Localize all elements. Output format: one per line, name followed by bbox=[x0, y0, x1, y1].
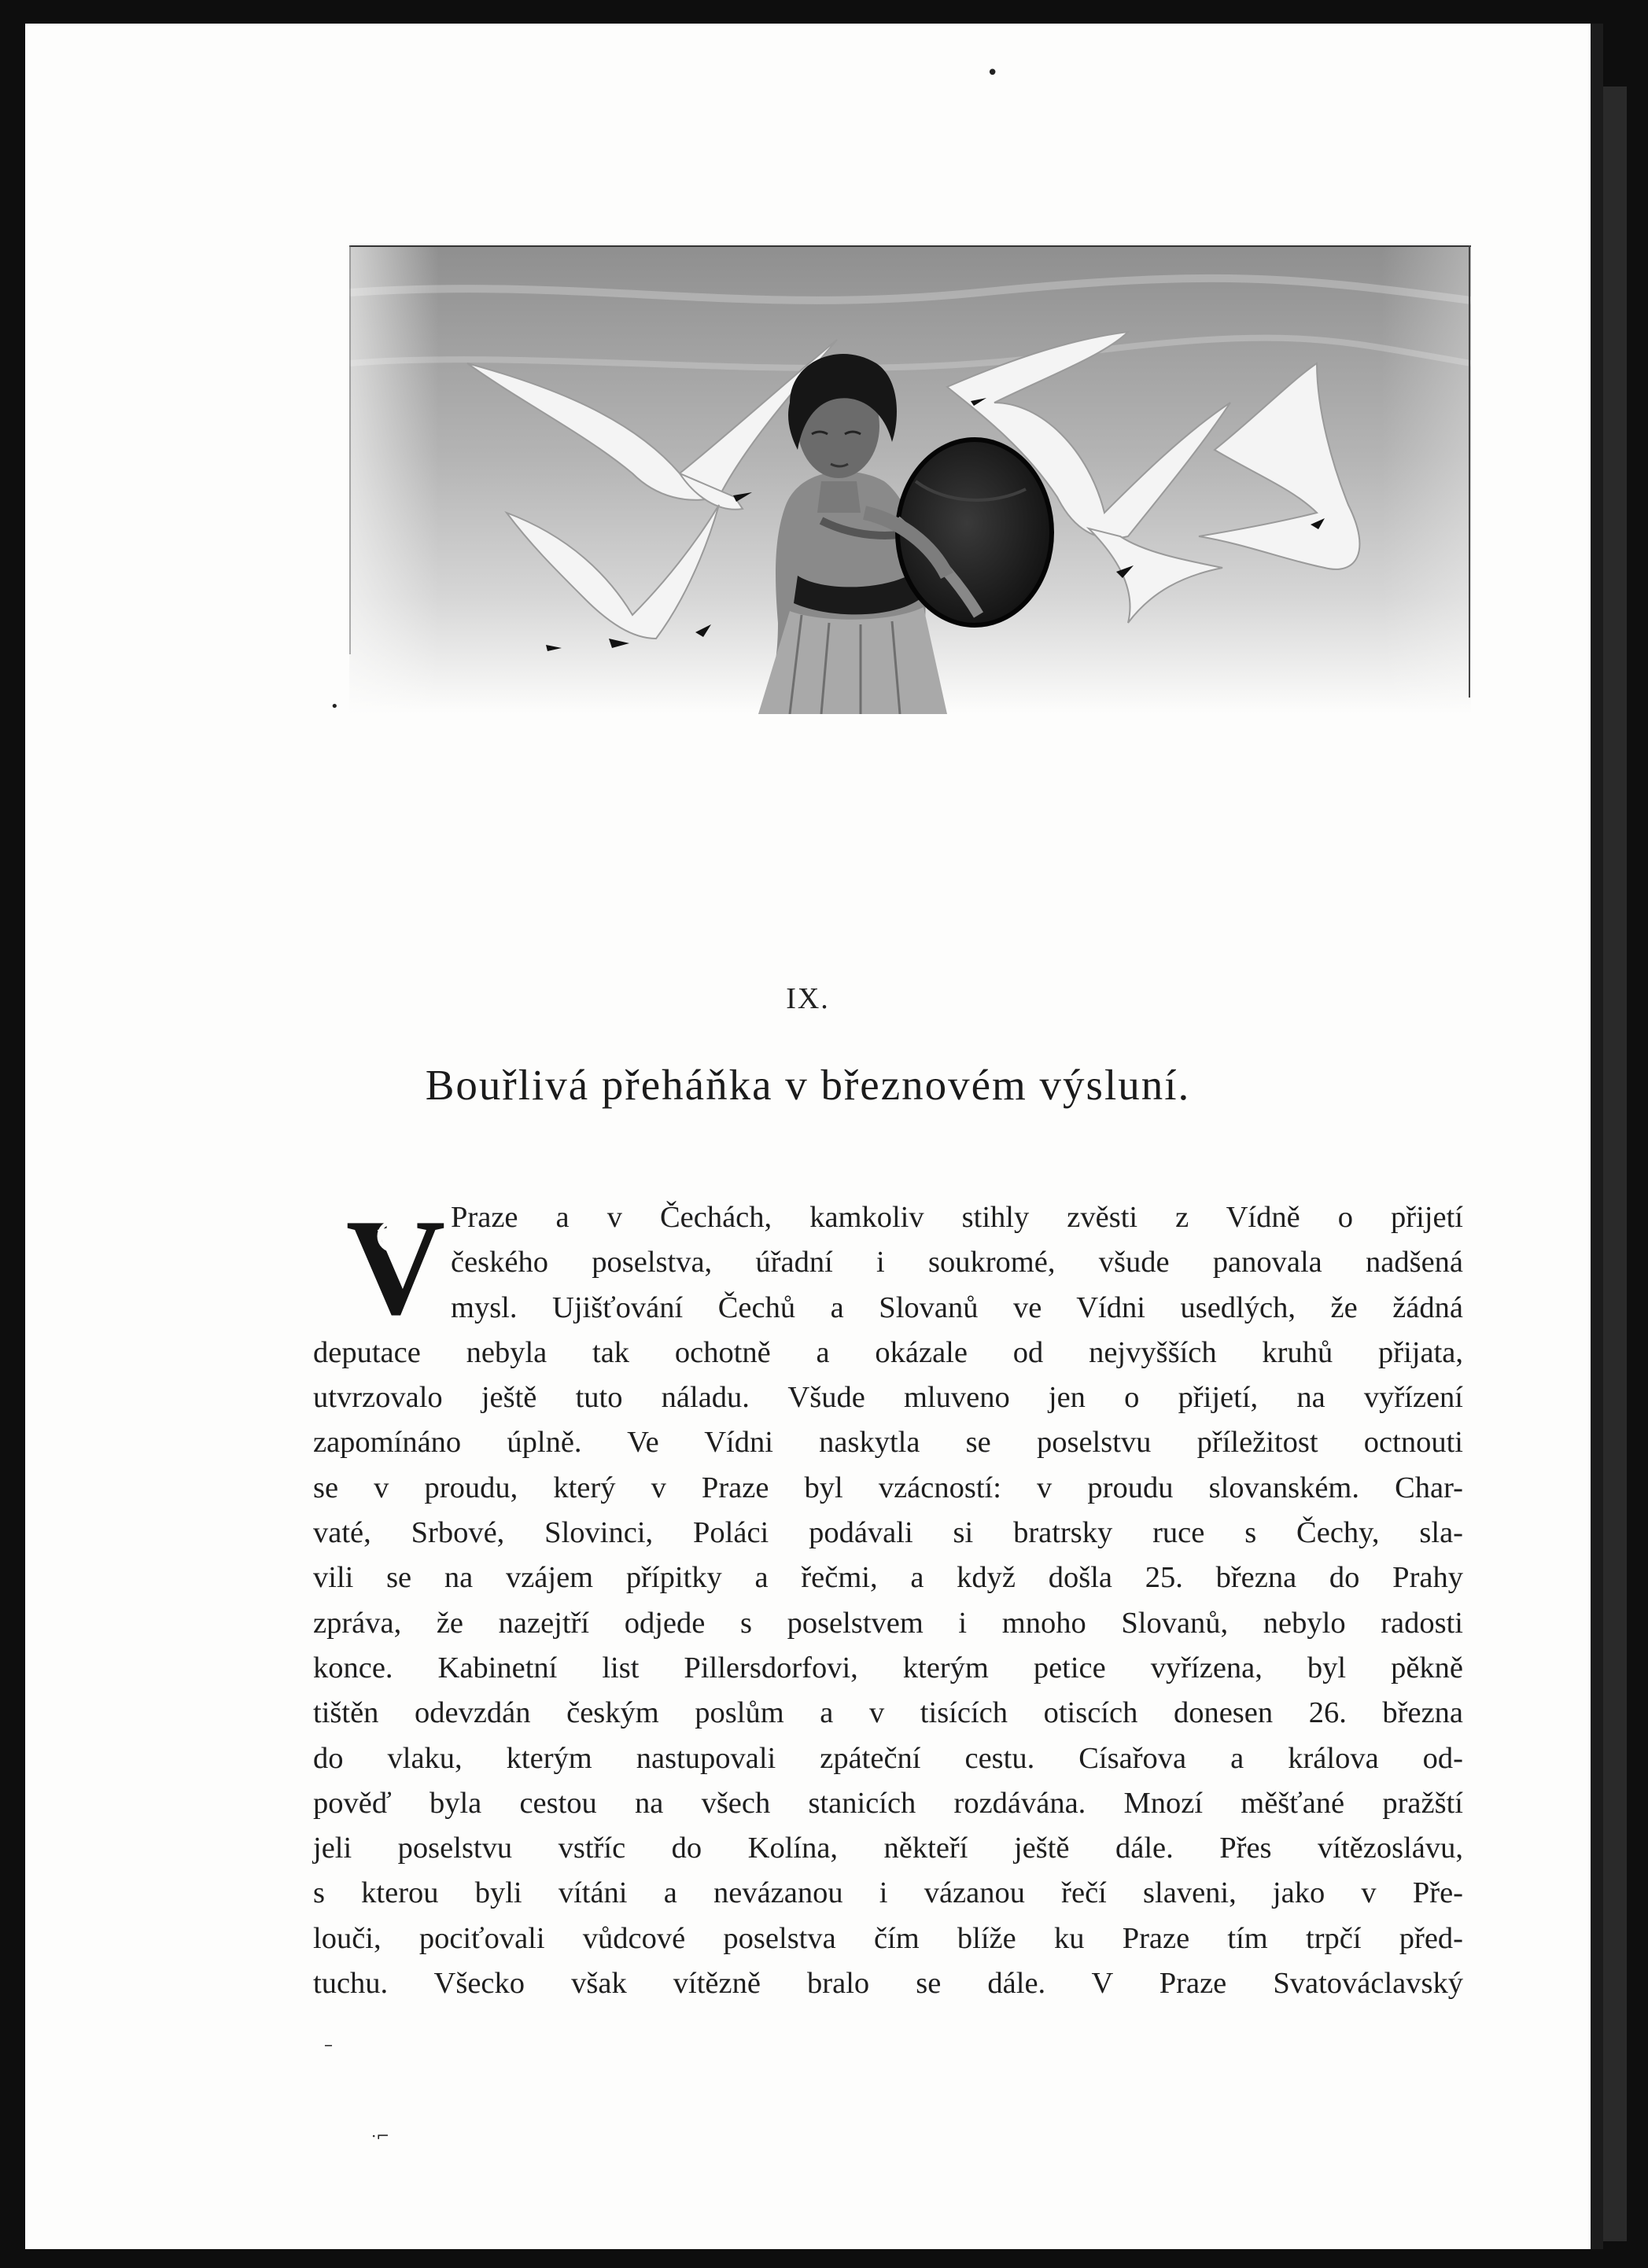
text-line: mysl. Ujišťování Čechů a Slovanů ve Vídni usedlých, že žádná bbox=[451, 1290, 1463, 1324]
text-line: vili se na vzájem přípitky a řečmi, a když došla 25. března do Prahy bbox=[313, 1561, 1463, 1595]
text-line: českého poselstva, úřadní i soukromé, všude panovala nadšená bbox=[451, 1246, 1463, 1279]
text-line: zpráva, že nazejtří odjede s poselstvem i mnoho Slovanů, nebylo radosti bbox=[313, 1606, 1463, 1640]
chapter-number: IX. bbox=[786, 982, 830, 1015]
page-edge-shadow bbox=[1603, 87, 1627, 2241]
text-line: tištěn odevzdán českým poslům a v tisících otiscích donesen 26. března bbox=[313, 1696, 1463, 1730]
drop-cap-letter: V bbox=[345, 1195, 446, 1329]
text-line: pověď byla cestou na všech stanicích rozdávána. Mnozí měšťané pražští bbox=[313, 1786, 1463, 1820]
text-line: louči, pociťovali vůdcové poselstva čím blíže ku Praze tím trpčí před- bbox=[313, 1921, 1463, 1955]
woman-with-shield-and-swans-illustration bbox=[349, 245, 1471, 714]
text-line: Praze a v Čechách, kamkoliv stihly zvěsti z Vídně o přijetí bbox=[451, 1201, 1463, 1234]
print-speck: • bbox=[330, 698, 339, 715]
book-page bbox=[25, 24, 1591, 2249]
print-speck: • bbox=[986, 61, 999, 85]
text-line: vaté, Srbové, Slovinci, Poláci podávali si bratrsky ruce s Čechy, sla- bbox=[313, 1516, 1463, 1550]
chapter-text bbox=[313, 1195, 1463, 2006]
text-line: konce. Kabinetní list Pillersdorfovi, kterým petice vyřízena, byl pěkně bbox=[313, 1651, 1463, 1684]
chapter-title: Bouřlivá přeháňka v březnovém výsluní. bbox=[425, 1061, 1191, 1109]
text-line: jeli poselstvu vstříc do Kolína, někteří ještě dále. Přes vítězoslávu, bbox=[313, 1832, 1463, 1865]
text-line: zapomínáno úplně. Ve Vídni naskytla se poselstvu příležitost octnouti bbox=[313, 1426, 1463, 1460]
chapter-header-illustration bbox=[349, 245, 1471, 714]
text-line: deputace nebyla tak ochotně a okázale od nejvyšších kruhů přijata, bbox=[313, 1335, 1463, 1369]
print-speck: – bbox=[324, 2035, 333, 2055]
text-line: tuchu. Všecko však vítězně bralo se dále. V Praze Svatováclavský bbox=[313, 1967, 1463, 2001]
text-line: do vlaku, kterým nastupovali zpáteční cestu. Císařova a králova od- bbox=[313, 1741, 1463, 1775]
page-edge-shadow bbox=[1591, 24, 1603, 2249]
print-speck: ·⌐ bbox=[371, 2126, 390, 2145]
text-line: s kterou byli vítáni a nevázanou i vázanou řečí slaveni, jako v Pře- bbox=[313, 1876, 1463, 1910]
drop-cap-v bbox=[345, 1195, 447, 1329]
text-line: se v proudu, který v Praze byl vzácností: v proudu slovanském. Char- bbox=[313, 1471, 1463, 1504]
text-line: utvrzovalo ještě tuto náladu. Všude mluveno jen o přijetí, na vyřízení bbox=[313, 1381, 1463, 1415]
